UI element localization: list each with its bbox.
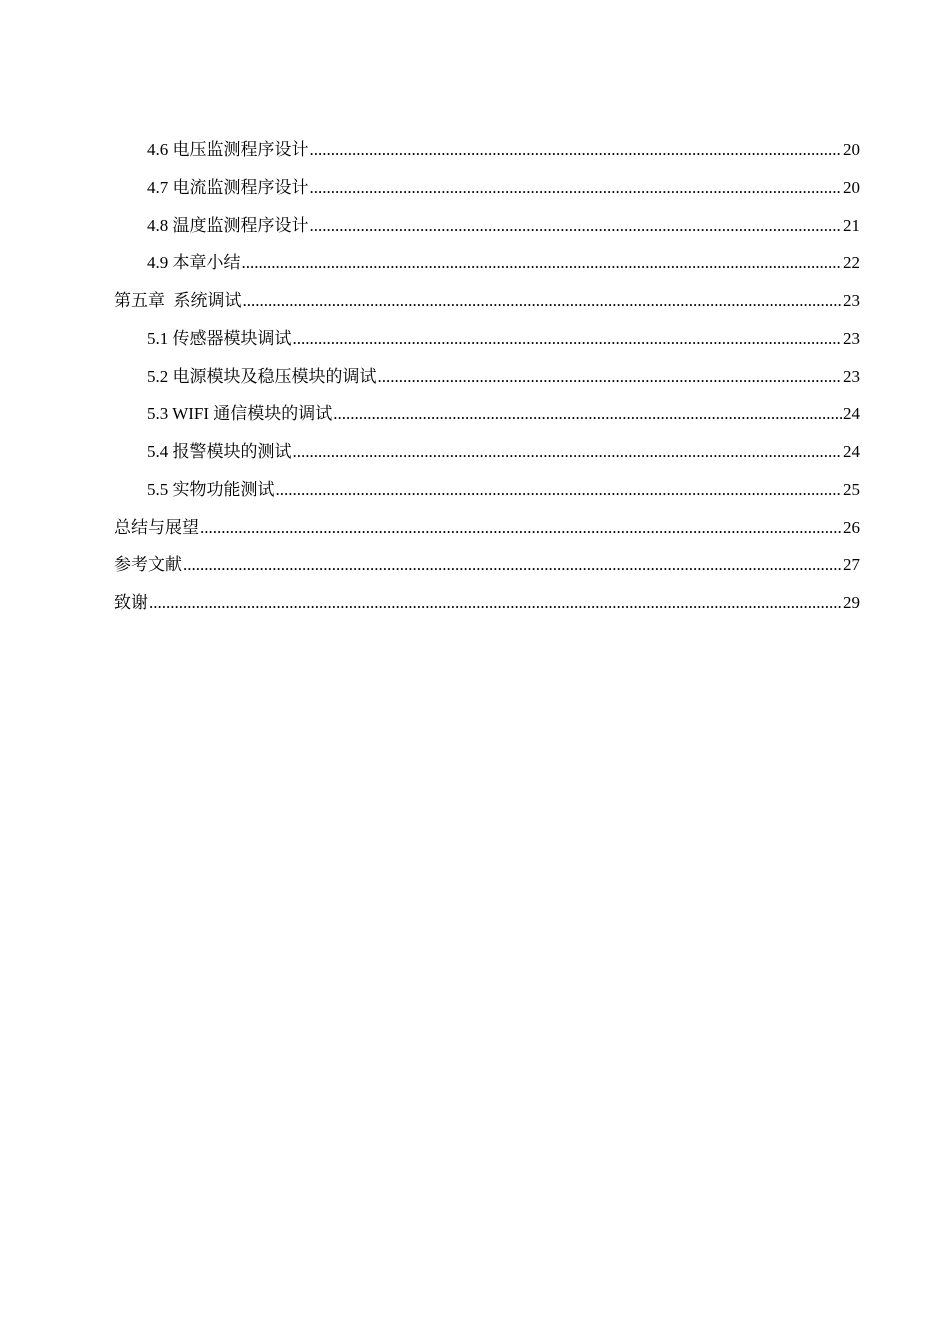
toc-entry[interactable] [114, 359, 860, 397]
toc-dot-leader [242, 245, 843, 281]
toc-entry-label: 5.3 WIFI 通信模块的调试 [147, 404, 333, 424]
toc-entry[interactable] [114, 472, 860, 510]
toc-page-number: 24 [843, 404, 860, 424]
toc-page-number: 24 [843, 442, 860, 461]
toc-dot-leader [378, 359, 843, 395]
toc-entry-label: 4.6 电压监测程序设计 [147, 140, 309, 159]
toc-chapter-entry[interactable] [114, 585, 860, 623]
toc-entry-label: 5.5 实物功能测试 [147, 479, 275, 499]
toc-page-number: 23 [843, 366, 860, 386]
toc-entry-label: 5.2 电源模块及稳压模块的调试 [147, 366, 377, 386]
toc-page-number: 25 [843, 479, 860, 499]
table-of-contents [114, 132, 860, 623]
toc-page-number: 20 [843, 140, 860, 159]
toc-dot-leader [293, 434, 843, 470]
toc-page-number: 27 [843, 555, 860, 575]
toc-dot-leader [200, 510, 842, 546]
toc-entry[interactable] [114, 434, 860, 472]
toc-entry-label: 致谢 [114, 593, 148, 612]
toc-entry-label: 第五章 系统调试 [114, 291, 242, 310]
toc-dot-leader [276, 472, 843, 508]
toc-chapter-entry[interactable] [114, 283, 860, 321]
toc-chapter-entry[interactable] [114, 510, 860, 548]
toc-dot-leader [310, 170, 843, 206]
toc-page-number: 22 [843, 253, 860, 273]
toc-entry-label: 4.9 本章小结 [147, 253, 241, 273]
toc-dot-leader [333, 396, 842, 432]
toc-dot-leader [183, 547, 842, 583]
toc-entry-label: 4.7 电流监测程序设计 [147, 177, 309, 197]
toc-entry-label: 参考文献 [114, 555, 182, 575]
toc-page-number: 21 [843, 215, 860, 235]
toc-entry-label: 5.1 传感器模块调试 [147, 328, 292, 348]
toc-entry-label: 总结与展望 [114, 517, 199, 537]
toc-chapter-entry[interactable] [114, 547, 860, 585]
toc-page-number: 23 [843, 291, 860, 310]
toc-dot-leader [293, 321, 843, 357]
toc-page-number: 29 [843, 593, 860, 612]
toc-dot-leader [149, 585, 842, 621]
toc-entry[interactable] [114, 396, 860, 434]
toc-entry[interactable] [114, 208, 860, 246]
toc-page-number: 20 [843, 177, 860, 197]
toc-dot-leader [243, 283, 843, 319]
toc-dot-leader [310, 132, 843, 168]
toc-entry[interactable] [114, 170, 860, 208]
toc-entry[interactable] [114, 321, 860, 359]
toc-page-number: 23 [843, 328, 860, 348]
toc-dot-leader [310, 208, 843, 244]
toc-entry[interactable] [114, 245, 860, 283]
toc-entry-label: 4.8 温度监测程序设计 [147, 215, 309, 235]
toc-entry-label: 5.4 报警模块的测试 [147, 442, 292, 461]
toc-entry[interactable] [114, 132, 860, 170]
toc-page-number: 26 [843, 517, 860, 537]
